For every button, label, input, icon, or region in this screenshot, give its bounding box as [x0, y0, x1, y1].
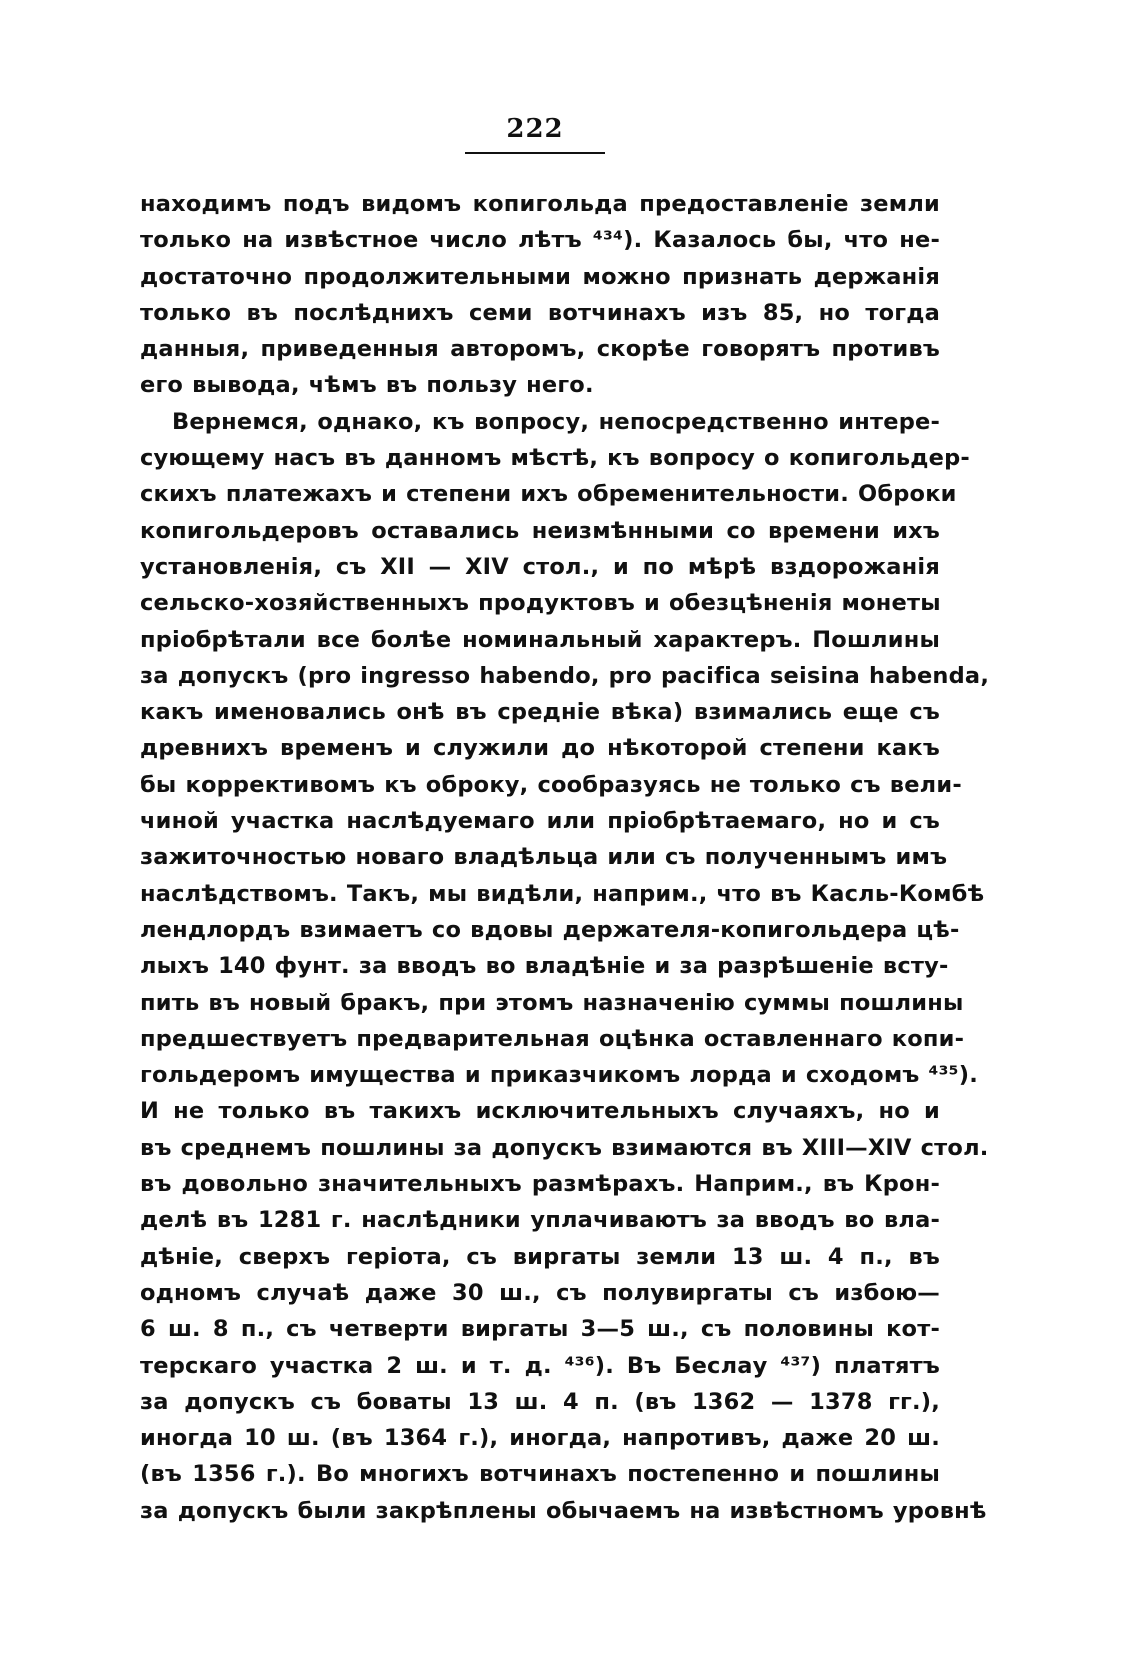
text-line: 6 ш. 8 п., съ четверти виргаты 3—5 ш., съ половины кот- — [140, 1316, 940, 1343]
text-line: иногда 10 ш. (въ 1364 г.), иногда, напротивъ, даже 20 ш. — [140, 1425, 940, 1452]
text-line: находимъ подъ видомъ копигольда предоставленіе земли — [140, 191, 940, 217]
text-line: въ среднемъ пошлины за допускъ взимаются въ XIII—XIV стол. — [140, 1134, 989, 1161]
text-line: одномъ случаѣ даже 30 ш., съ полувиргаты съ избою— — [140, 1279, 940, 1306]
text-line: дѣніе, сверхъ геріота, съ виргаты земли 13 ш. 4 п., въ — [140, 1243, 940, 1270]
text-line: терскаго участка 2 ш. и т. д. ⁴³⁶). Въ Беслау ⁴³⁷) платятъ — [140, 1352, 940, 1379]
text-line: пріобрѣтали все болѣе номинальный характеръ. Пошлины — [140, 626, 940, 653]
text-line: наслѣдствомъ. Такъ, мы видѣли, наприм., что въ Касль-Комбѣ — [140, 880, 985, 907]
text-line: сующему насъ въ данномъ мѣстѣ, къ вопросу о копигольдер- — [140, 445, 970, 472]
text-line: И не только въ такихъ исключительныхъ случаяхъ, но и — [140, 1098, 940, 1125]
text-line: сельско-хозяйственныхъ продуктовъ и обезцѣненія монеты — [140, 590, 941, 617]
text-line: (въ 1356 г.). Во многихъ вотчинахъ постепенно и пошлины — [140, 1461, 940, 1488]
text-line: лендлордъ взимаетъ со вдовы держателя-копигольдера цѣ- — [140, 916, 960, 943]
text-line: зажиточностью новаго владѣльца или съ полученнымъ имъ — [140, 844, 948, 871]
text-line: древнихъ временъ и служили до нѣкоторой степени какъ — [140, 735, 940, 762]
text-line: данныя, приведенныя авторомъ, скорѣе говорятъ противъ — [140, 336, 940, 363]
text-line: какъ именовались онѣ въ средніе вѣка) взимались еще съ — [140, 699, 940, 726]
text-line: въ довольно значительныхъ размѣрахъ. Наприм., въ Крон- — [140, 1171, 940, 1198]
text-line: делѣ въ 1281 г. наслѣдники уплачиваютъ за вводъ во вла- — [140, 1207, 940, 1234]
text-line: за допускъ (pro ingresso habendo, pro pacifica seisina habenda, — [140, 662, 990, 689]
text-line: предшествуетъ предварительная оцѣнка оставленнаго копи- — [140, 1025, 965, 1052]
text-line: пить въ новый бракъ, при этомъ назначенію суммы пошлины — [140, 989, 964, 1016]
text-line: гольдеромъ имущества и приказчикомъ лорда и сходомъ ⁴³⁵). — [140, 1062, 978, 1089]
text-line: чиной участка наслѣдуемаго или пріобрѣтаемаго, но и съ — [140, 808, 940, 835]
text-line: достаточно продолжительными можно признать держанія — [140, 263, 940, 290]
text-line: за допускъ были закрѣплены обычаемъ на извѣстномъ уровнѣ — [140, 1497, 987, 1524]
text-line: только въ послѣднихъ семи вотчинахъ изъ 85, но тогда — [140, 299, 940, 326]
text-line: только на извѣстное число лѣтъ ⁴³⁴). Казалось бы, что не- — [140, 227, 940, 254]
page-number-rule — [465, 152, 605, 154]
text-line: установленія, съ XII — XIV стол., и по мѣрѣ вздорожанія — [140, 553, 940, 580]
text-line: бы коррективомъ къ оброку, сообразуясь не только съ вели- — [140, 771, 962, 798]
text-line: лыхъ 140 фунт. за вводъ во владѣніе и за разрѣшеніе всту- — [140, 953, 949, 980]
page-number: 222 — [506, 114, 564, 144]
text-line: Вернемся, однако, къ вопросу, непосредственно интере- — [172, 408, 940, 435]
body-text — [140, 186, 990, 1529]
text-line: копигольдеровъ оставались неизмѣнными со времени ихъ — [140, 517, 940, 544]
text-line: за допускъ съ боваты 13 ш. 4 п. (въ 1362 — 1378 гг.), — [140, 1388, 940, 1415]
text-line: его вывода, чѣмъ въ пользу него. — [140, 372, 594, 399]
text-line: скихъ платежахъ и степени ихъ обременительности. Оброки — [140, 481, 957, 508]
